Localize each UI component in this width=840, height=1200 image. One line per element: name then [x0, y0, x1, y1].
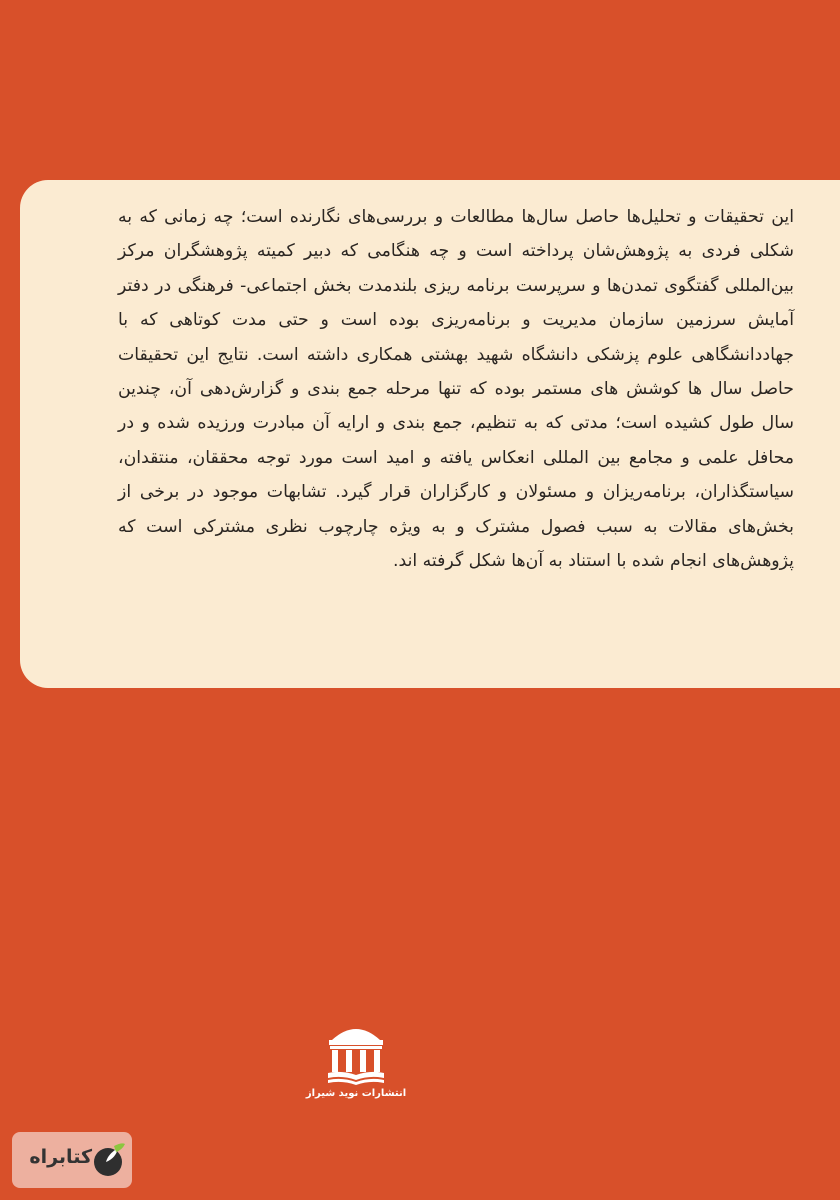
publisher-name: انتشارات نوید شیراز [305, 1088, 407, 1099]
ketabrah-leaf-icon [92, 1142, 126, 1178]
ketabrah-watermark [12, 1132, 132, 1188]
pavilion-book-logo-icon [324, 1020, 388, 1086]
publisher-logo [288, 1020, 424, 1099]
blurb-panel [20, 180, 840, 688]
watermark-text: کتابراه [29, 1146, 92, 1168]
blurb-text: این تحقیقات و تحلیل‌ها حاصل سال‌ها مطالعات و بررسی‌های نگارنده است؛ چه زمانی که به شکلی فردی به پژوهش‌شان پرداخته است و چه هنگامی که دبیر کمیته پژوهشگران مرکز بین‌المللی گفتگوی تمدن‌ها و سرپرست برنامه ریزی بلندمدت بخش اجتماعی- فرهنگی در دفتر آمایش سرزمین سازمان مدیریت و برنامه‌ریزی بوده است و حتی مدت کوتاهی که با جهاددانشگاهی علوم پزشکی دانشگاه شهید بهشتی همکاری داشته است. نتایج این تحقیقات حاصل سال ها کوشش های مستمر بوده که تنها مرحله جمع بندی و گزارش‌دهی آن، چندین سال طول کشیده است؛ مدتی که به تنظیم، جمع بندی و ارایه آن مبادرت ورزیده شده و در محافل علمی و مجامع بین المللی انعکاس یافته و امید است مورد توجه محققان، منتقدان، سیاستگذاران، برنامه‌ریزان و مسئولان و کارگزاران قرار گیرد. تشابهات موجود در برخی از بخش‌های مقالات به سبب فصول مشترک و به ویژه چارچوب نظری مشترکی است که پژوهش‌های انجام شده با استناد به آن‌ها شکل گرفته اند. [118, 207, 794, 572]
